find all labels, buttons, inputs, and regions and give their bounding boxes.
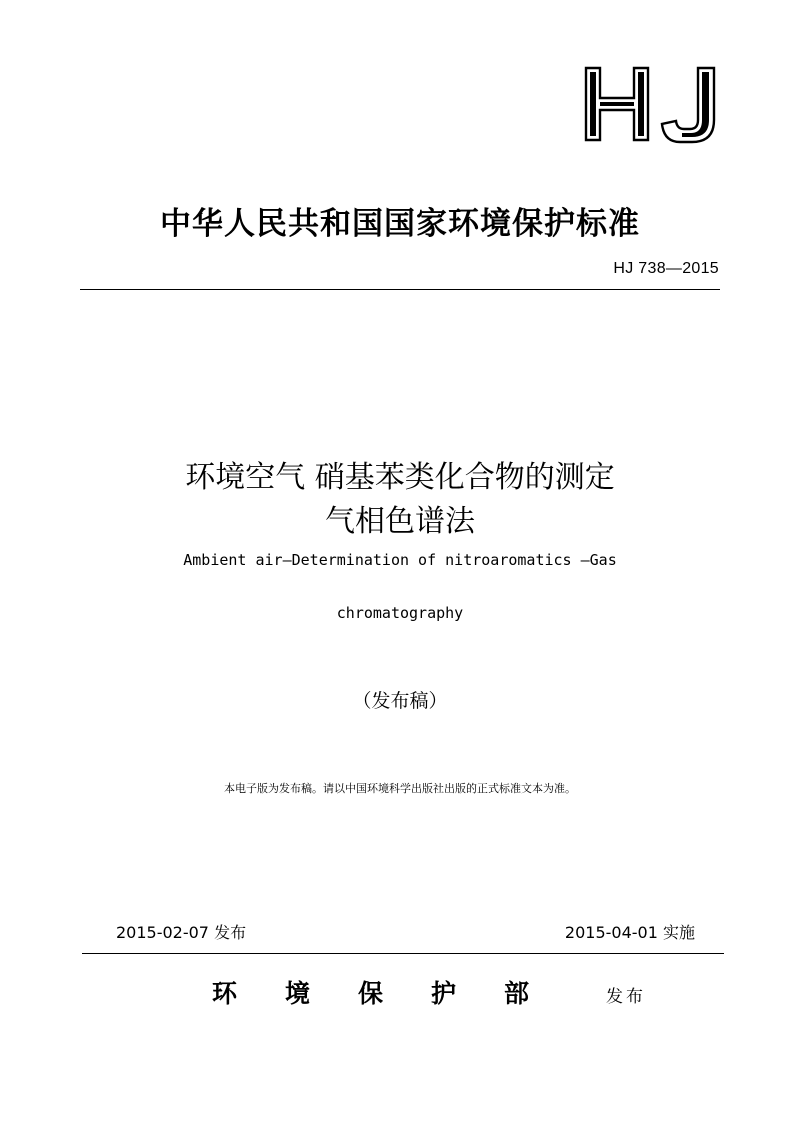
logo-letter-j [662,68,714,142]
issue-date: 2015-02-07 发布 [116,923,247,942]
bottom-divider [82,953,724,954]
hj-logo [580,62,722,146]
authority-char: 护 [431,979,457,1008]
issuing-authority [212,974,534,1010]
edition-notice: 本电子版为发布稿。请以中国环境科学出版社出版的正式标准文本为准。 [224,782,576,795]
hj-logo-icon [580,62,722,146]
title-chinese-line-1: 环境空气 硝基苯类化合物的测定 [185,460,615,495]
organization-title: 中华人民共和国国家环境保护标准 [160,206,640,242]
authority-char: 环 [212,979,238,1008]
title-english-line-2: chromatography [336,604,464,622]
title-english-line-1: Ambient air—Determination of nitroaromatics —Gas [183,551,617,569]
authority-char: 境 [285,979,311,1008]
authority-char: 部 [504,979,530,1008]
issuer-suffix: 发布 [606,987,646,1007]
top-divider [80,289,720,290]
standard-code: HJ 738—2015 [613,260,719,277]
effective-date: 2015-04-01 实施 [564,923,695,942]
title-chinese-line-2: 气相色谱法 [325,504,475,539]
logo-letter-h [586,68,648,140]
draft-label: （发布稿） [352,690,448,712]
authority-char: 保 [358,979,384,1008]
